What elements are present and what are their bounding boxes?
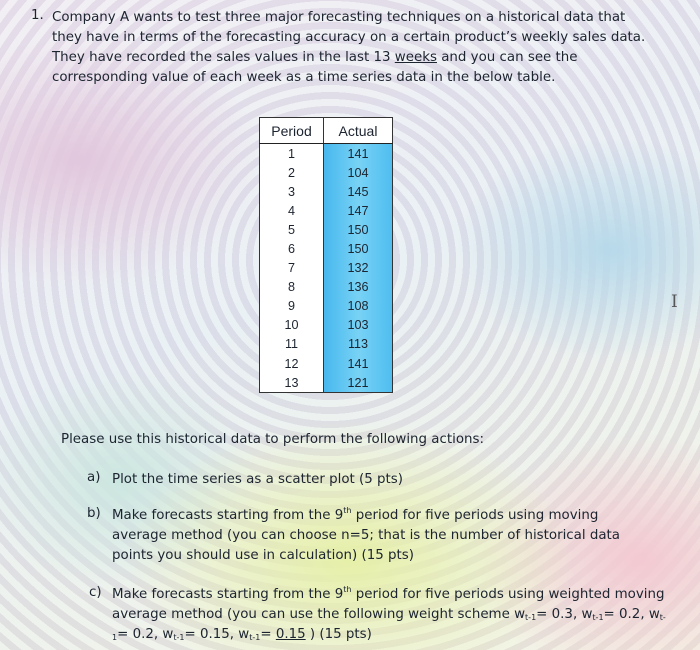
actual-cell: 150 [324, 239, 393, 258]
table-row [260, 182, 393, 201]
period-cell: 5 [260, 220, 324, 239]
intro-weeks-underlined: weeks [394, 50, 437, 65]
item-b-text [112, 506, 652, 566]
actual-cell: 108 [324, 297, 393, 316]
item-c-label: c) [89, 585, 102, 600]
period-cell: 6 [260, 239, 324, 258]
period-cell: 7 [260, 259, 324, 278]
table-row [260, 278, 393, 297]
table-row [260, 201, 393, 220]
item-c-pre: Make forecasts starting from the 9 [112, 587, 344, 602]
period-cell: 3 [260, 182, 324, 201]
table-row [260, 335, 393, 354]
weight-1-value: = 0.3, [536, 607, 582, 622]
table-row [260, 259, 393, 278]
table-header-row [260, 118, 393, 144]
period-cell: 8 [260, 278, 324, 297]
weight-2-symbol: w [581, 607, 593, 622]
item-b-label: b) [87, 506, 101, 521]
actual-cell: 141 [324, 354, 393, 373]
item-a-text: Plot the time series as a scatter plot (5 pts) [112, 472, 403, 487]
weight-4-value: = 0.15, [184, 627, 239, 642]
period-cell: 13 [260, 373, 324, 393]
question-intro [52, 8, 652, 88]
period-cell: 12 [260, 354, 324, 373]
item-c-text [112, 585, 672, 645]
weight-5-sub: t-1 [249, 633, 261, 642]
weight-4-symbol: w [162, 627, 174, 642]
item-b-pre: Make forecasts starting from the 9 [112, 508, 344, 523]
period-cell: 4 [260, 201, 324, 220]
item-b-post: period for five periods using moving average method (you can choose n=5; that is the number of historical data points you should use in calculation) (15 pts) [112, 508, 621, 563]
actual-cell: 104 [324, 163, 393, 182]
period-cell: 9 [260, 297, 324, 316]
table-row [260, 354, 393, 373]
actual-cell: 141 [324, 144, 393, 164]
actual-cell: 132 [324, 259, 393, 278]
period-cell: 10 [260, 316, 324, 335]
sales-data-table [259, 117, 393, 393]
weight-1-sub: t-1 [525, 613, 537, 622]
item-c-post: period for five periods using weighted moving average method (you can use the following weight scheme [112, 587, 665, 622]
weight-4-sub: t-1 [173, 633, 185, 642]
weight-1-symbol: w [514, 607, 526, 622]
weight-5-symbol: w [238, 627, 250, 642]
weight-3-value: = 0.2, [117, 627, 163, 642]
table-row [260, 163, 393, 182]
actual-cell: 150 [324, 220, 393, 239]
item-a-label: a) [87, 470, 101, 485]
weight-5-value-underlined: 0.15 [275, 627, 306, 642]
question-number: 1. [31, 8, 44, 23]
actual-cell: 145 [324, 182, 393, 201]
period-cell: 11 [260, 335, 324, 354]
text-cursor-icon: I [671, 292, 678, 312]
actual-cell: 121 [324, 373, 393, 393]
table-row [260, 144, 393, 164]
weight-2-value: = 0.2, [603, 607, 649, 622]
table-row [260, 239, 393, 258]
instructions-prompt: Please use this historical data to perform the following actions: [61, 432, 484, 447]
weight-5-eq: = [260, 627, 276, 642]
actual-cell: 136 [324, 278, 393, 297]
table-row [260, 297, 393, 316]
item-c-sup: th [343, 585, 352, 594]
actual-cell: 103 [324, 316, 393, 335]
actual-cell: 113 [324, 335, 393, 354]
weight-3-sub: t-1 [112, 613, 666, 642]
item-c-close: ) (15 pts) [305, 627, 372, 642]
period-cell: 1 [260, 144, 324, 164]
period-cell: 2 [260, 163, 324, 182]
header-period: Period [260, 118, 324, 144]
actual-cell: 147 [324, 201, 393, 220]
item-b-sup: th [343, 506, 352, 515]
table-row [260, 316, 393, 335]
header-actual: Actual [324, 118, 393, 144]
weight-3-symbol: w [648, 607, 660, 622]
table-row [260, 373, 393, 393]
intro-text-2: and you can see the corresponding value of each week as a time series data in the below table. [52, 50, 578, 85]
intro-text-1: Company A wants to test three major forecasting techniques on a historical data that they have in terms of the forecasting accuracy on a certain product’s weekly sales data. They have recorded the sales values in the last 13 [52, 10, 646, 65]
weight-2-sub: t-1 [592, 613, 604, 622]
table-row [260, 220, 393, 239]
